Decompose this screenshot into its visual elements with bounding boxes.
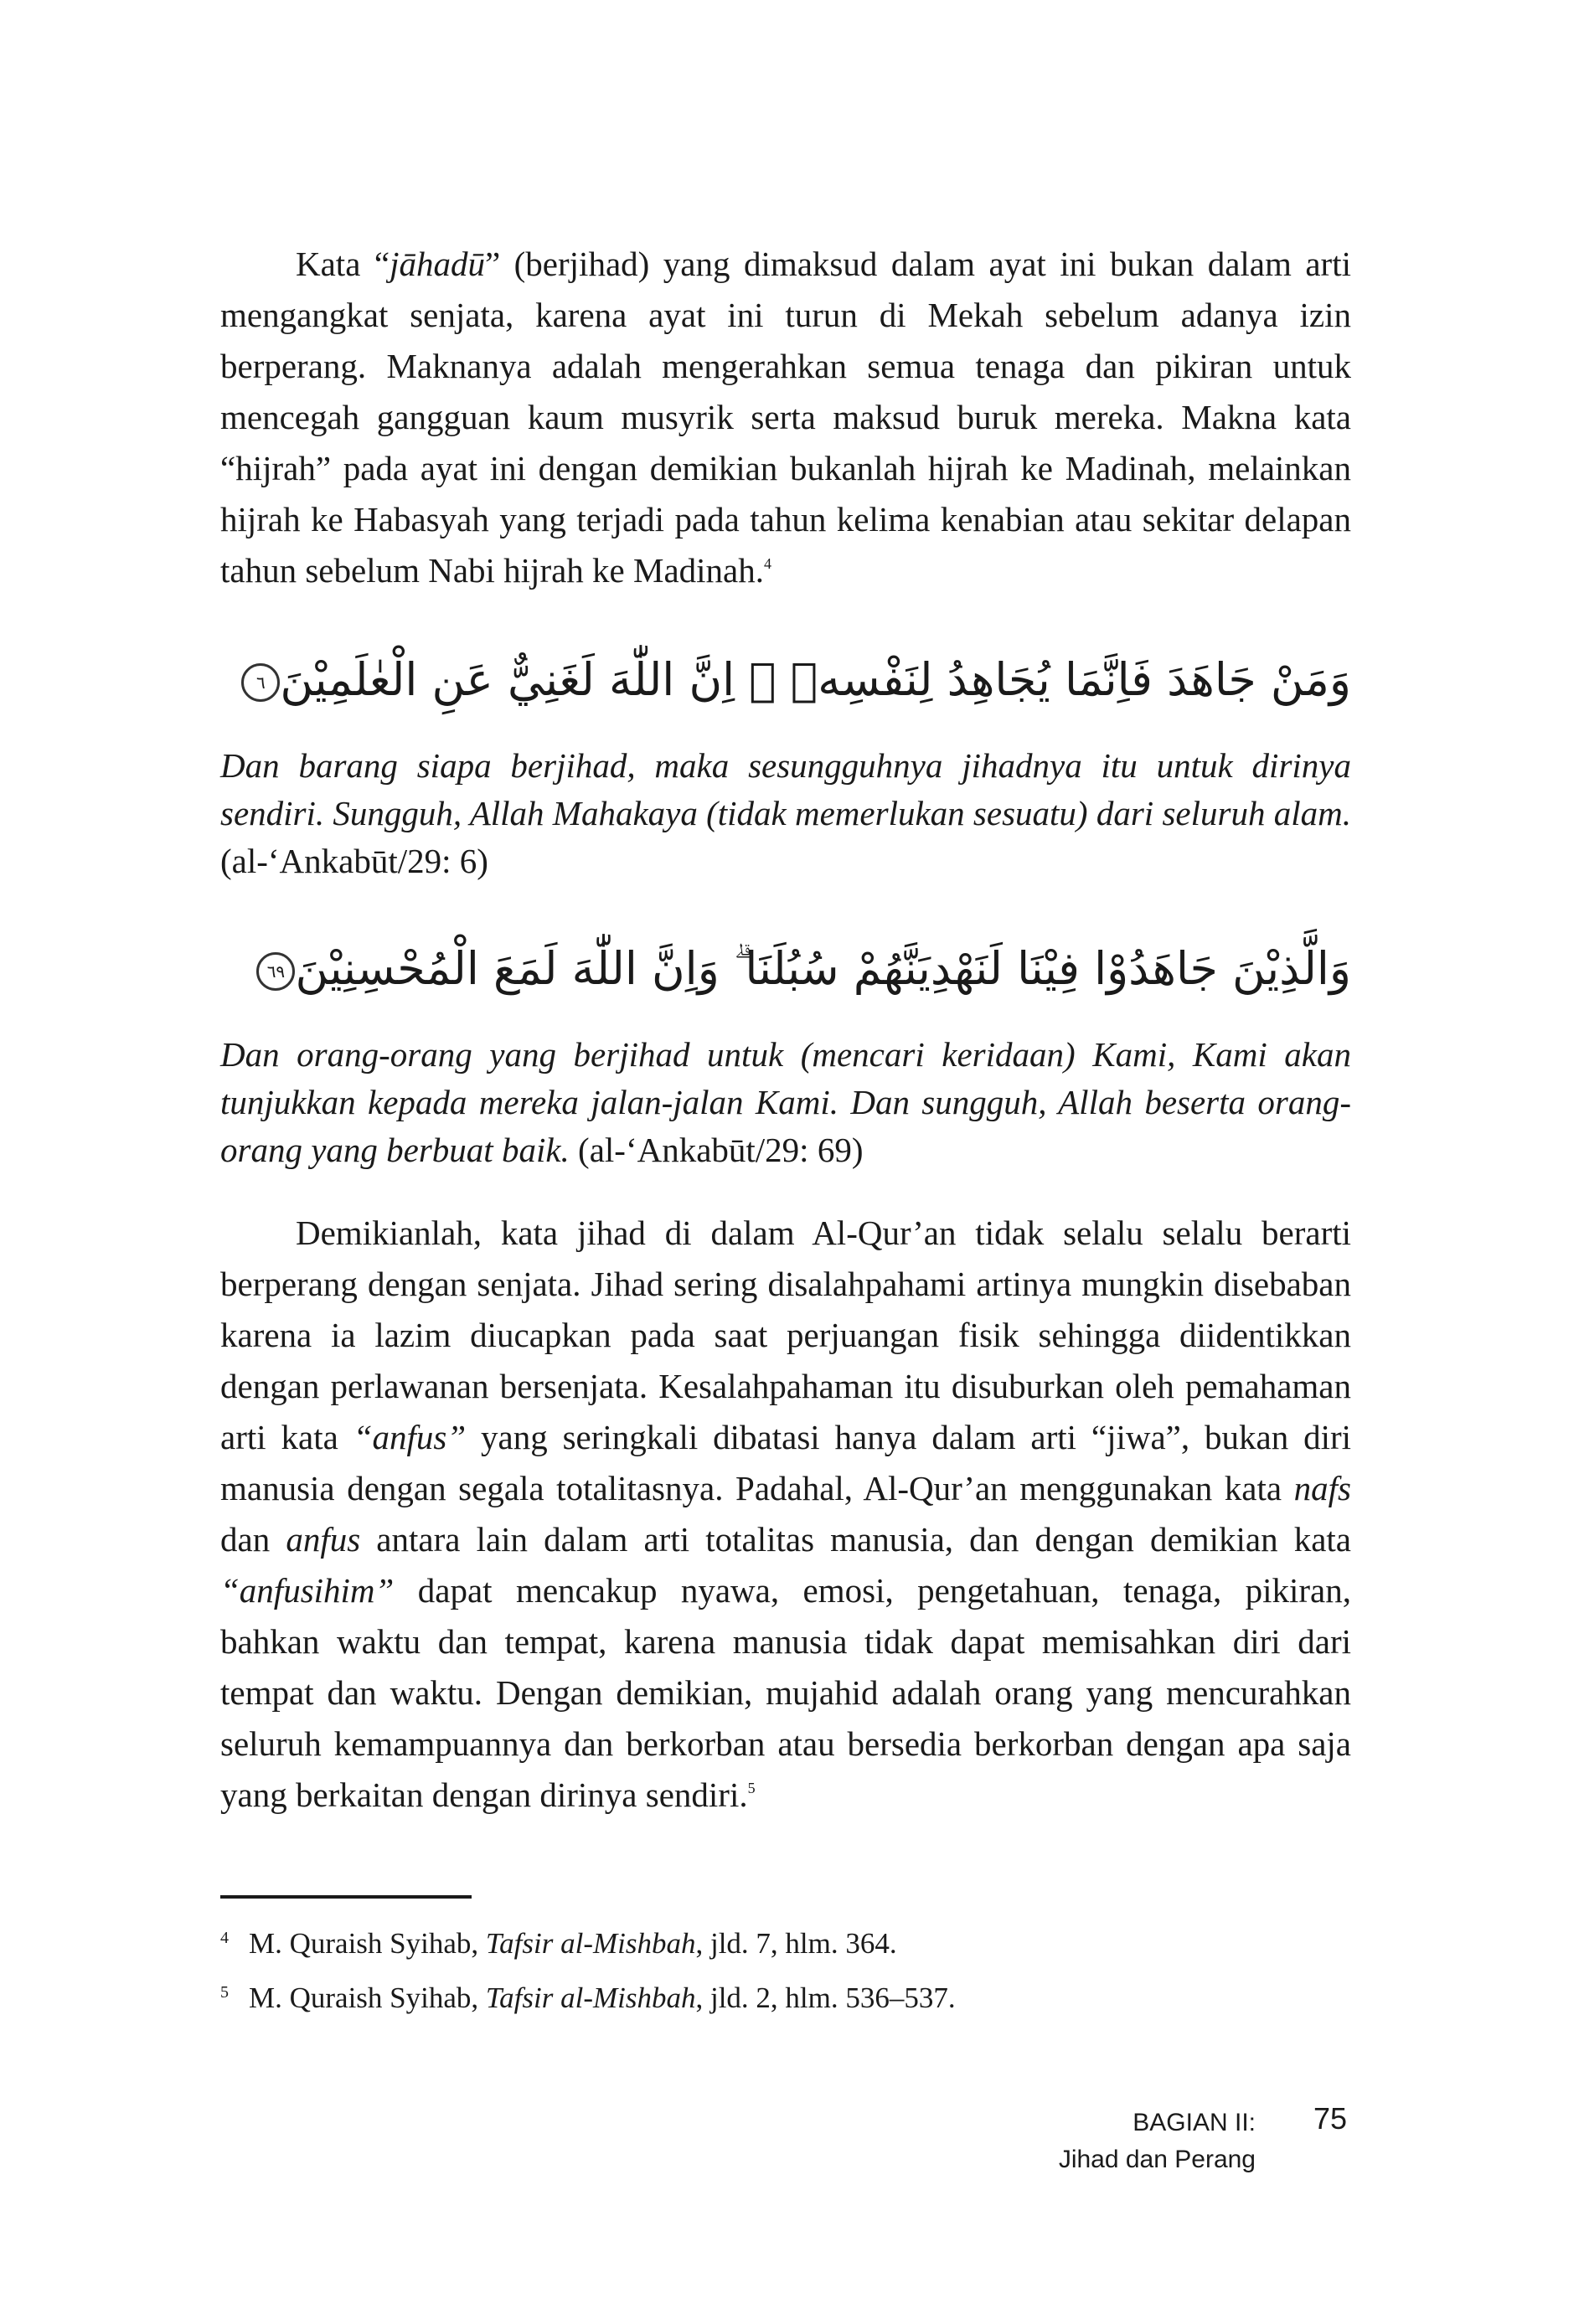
footnote-detail: , jld. 7, hlm. 364. bbox=[695, 1927, 897, 1960]
term-jahadu: jāhadū bbox=[390, 245, 485, 283]
paragraph-jahadu bbox=[220, 239, 1351, 596]
running-header-chapter: Jihad dan Perang bbox=[1058, 2146, 1256, 2173]
term-nafs: nafs bbox=[1293, 1469, 1351, 1507]
quran-verse-69 bbox=[220, 935, 1351, 1002]
footnote-number: 4 bbox=[220, 1929, 229, 1947]
translation-text: Dan barang siapa berjihad, maka sesungguhnya jihadnya itu untuk dirinya sendiri. Sungguh, Allah Mahakaya (tidak memerlukan sesuatu) dari seluruh alam. bbox=[220, 746, 1351, 832]
footnote-4 bbox=[220, 1914, 1351, 1968]
page-body bbox=[220, 239, 1351, 1821]
paragraph-text: antara lain dalam arti totalitas manusia, dan dengan demikian kata bbox=[360, 1520, 1351, 1559]
ayah-number-marker: ٦٩ bbox=[256, 952, 295, 991]
footnote-ref-5[interactable]: 5 bbox=[747, 1780, 756, 1796]
quran-verse-6 bbox=[220, 647, 1351, 714]
footnote-detail: , jld. 2, hlm. 536–537. bbox=[695, 1981, 956, 2014]
footnote-divider bbox=[220, 1895, 472, 1899]
term-anfusihim: “anfusihim” bbox=[220, 1571, 395, 1610]
verse-reference: (al-‘Ankabūt/29: 69) bbox=[569, 1131, 864, 1169]
footnote-title: Tafsir al-Mishbah bbox=[485, 1981, 696, 2014]
term-anfus: anfus bbox=[286, 1520, 361, 1559]
verse-translation-69 bbox=[220, 1031, 1351, 1174]
verse-reference: (al-‘Ankabūt/29: 6) bbox=[220, 842, 488, 880]
footnote-author: M. Quraish Syihab, bbox=[249, 1927, 486, 1960]
translation-text: Dan orang-orang yang berjihad untuk (mencari keridaan) Kami, Kami akan tunjukkan kepada mereka jalan-jalan Kami. Dan sungguh, Allah beserta orang-orang yang berbuat baik. bbox=[220, 1035, 1351, 1169]
paragraph-text: yang seringkali dibatasi hanya dalam arti “jiwa”, bukan diri manusia dengan segala totalitasnya. Padahal, Al-Qur’an menggunakan kata bbox=[220, 1418, 1352, 1507]
running-header-part: BAGIAN II: bbox=[1133, 2109, 1256, 2136]
paragraph-jihad-meaning bbox=[220, 1208, 1351, 1821]
footnote-5 bbox=[220, 1968, 1351, 2023]
term-anfus-quoted: “anfus” bbox=[353, 1418, 467, 1456]
footnote-number: 5 bbox=[220, 1983, 229, 2002]
running-header bbox=[1059, 2105, 1256, 2178]
ayah-number-marker: ٦ bbox=[241, 663, 280, 702]
paragraph-text: Kata “ bbox=[296, 245, 390, 283]
footnote-title: Tafsir al-Mishbah bbox=[485, 1927, 696, 1960]
verse-translation-6 bbox=[220, 742, 1351, 885]
footnote-author: M. Quraish Syihab, bbox=[249, 1981, 486, 2014]
arabic-text: وَمَنْ جَاهَدَ فَاِنَّمَا يُجَاهِدُ لِنَفْسِهٖ ۗ اِنَّ اللّٰهَ لَغَنِيٌّ عَنِ الْعٰلَمِيْنَ bbox=[280, 653, 1351, 706]
paragraph-text: Demikianlah, kata jihad di dalam Al-Qur’an tidak selalu selalu berarti berperang dengan senjata. Jihad sering disalahpahami artinya mungkin disebaban karena ia lazim diucapkan pada saat perjuangan fisik sehingga diidentikkan dengan perlawanan bersenjata. Kesalahpahaman itu disuburkan oleh pemahaman arti kata bbox=[220, 1214, 1351, 1456]
page-number: 75 bbox=[1313, 2101, 1348, 2136]
paragraph-text: dan bbox=[220, 1520, 286, 1559]
footnote-ref-4[interactable]: 4 bbox=[764, 555, 771, 572]
arabic-text: وَالَّذِيْنَ جَاهَدُوْا فِيْنَا لَنَهْدِيَنَّهُمْ سُبُلَنَا ۗ وَاِنَّ اللّٰهَ لَمَعَ الْمُحْسِنِيْنَ bbox=[295, 942, 1351, 995]
footnotes bbox=[220, 1914, 1351, 2023]
paragraph-text: dapat mencakup nyawa, emosi, pengetahuan, tenaga, pikiran, bahkan waktu dan tempat, karena manusia tidak dapat memisahkan diri dari tempat dan waktu. Dengan demikian, mujahid adalah orang yang mencurahkan seluruh kemampuannya dan berkorban atau bersedia berkorban dengan apa saja yang berkaitan dengan dirinya sendiri. bbox=[220, 1571, 1351, 1814]
paragraph-text: ” (berjihad) yang dimaksud dalam ayat ini bukan dalam arti mengangkat senjata, karena ayat ini turun di Mekah sebelum adanya izin berperang. Maknanya adalah mengerahkan semua tenaga dan pikiran untuk mencegah gangguan kaum musyrik serta maksud buruk mereka. Makna kata “hijrah” pada ayat ini dengan demikian bukanlah hijrah ke Madinah, melainkan hijrah ke Habasyah yang terjadi pada tahun kelima kenabian atau sekitar delapan tahun sebelum Nabi hijrah ke Madinah. bbox=[220, 245, 1351, 590]
